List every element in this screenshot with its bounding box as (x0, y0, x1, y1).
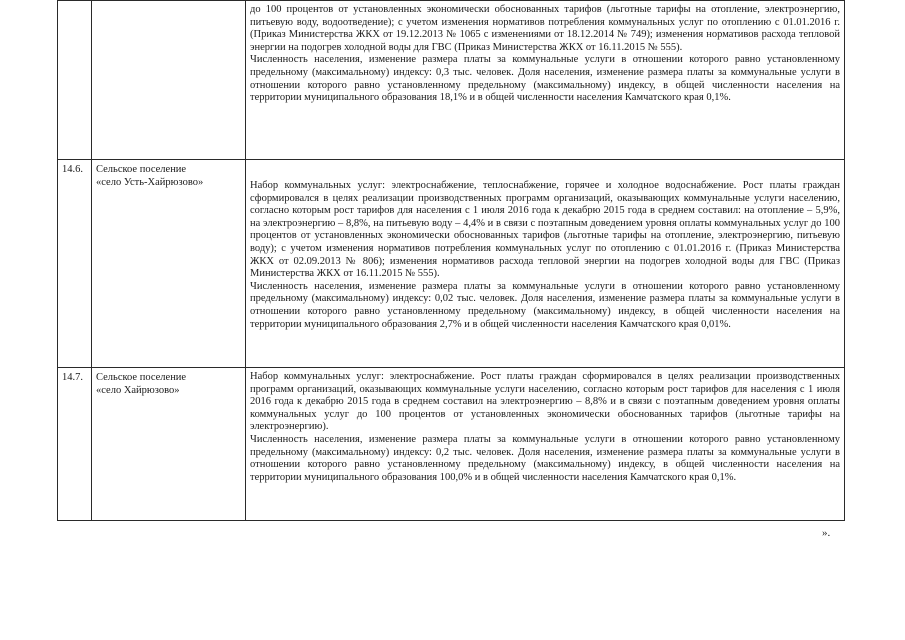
row-number: 14.7. (58, 368, 92, 521)
settlement-name (92, 1, 246, 160)
row-number (58, 1, 92, 160)
settlement-name: Сельское поселение «село Хайрюзово» (92, 368, 246, 521)
paragraph: Численность населения, изменение размера платы за коммунальные услуги в отношении которого равно установленному предельному (максимальному) индексу: 0,02 тыс. человек. Доля населения, изменение размера платы за коммунальные услуги в отношении которого равно установленному предельному (максимальному) индексу, в общей численности населения на территории муниципального образования 2,7% и в общей численности населения Камчатского края 0,01%. (250, 280, 840, 330)
paragraph: Набор коммунальных услуг: электроснабжение, теплоснабжение, горячее и холодное водоснабжение. Рост платы граждан сформировался в целях реализации производственных программ организаций, оказывающих коммунальные услуги населению, согласно которым рост тарифов для населения с 1 июля 2016 года к декабрю 2015 года в среднем составил: на отопление – 5,9%, на электроэнергию – 8,8%, на питьевую воду – 4,4% и в связи с поэтапным доведением уровня оплаты коммунальных услуг до 100 процентов от установленных экономически обоснованных тарифов (льготные тарифы на отопление, электроэнергию, питьевую воду); с учетом изменения нормативов потребления коммунальных услуг по отоплению с 01.01.2016 г. (Приказ Министерства ЖКХ от 02.09.2013 № 806); изменения нормативов расхода тепловой энергии на подогрев холодной воды для ГВС (Приказ Министерства ЖКХ от 16.11.2015 № 555). (250, 180, 840, 280)
table-row (58, 368, 845, 521)
row-description (246, 160, 845, 368)
row-description (246, 1, 845, 160)
paragraph: до 100 процентов от установленных экономически обоснованных тарифов (льготные тарифы на отопление, электроэнергию, питьевую воду, водоотведение); с учетом изменения нормативов потребления коммунальных услуг по отоплению с 01.01.2016 г. (Приказ Министерства ЖКХ от 19.12.2013 № 1065 с изменениями от 18.12.2014 № 749); изменения нормативов расхода тепловой энергии на подогрев холодной воды для ГВС (Приказ Министерства ЖКХ от 16.11.2015 № 555). (250, 4, 840, 53)
row-description (246, 368, 845, 521)
table-row (58, 1, 845, 160)
document-table (57, 0, 845, 521)
row-number: 14.6. (58, 160, 92, 368)
paragraph: Набор коммунальных услуг: электроснабжение. Рост платы граждан сформировался в целях реализации производственных программ организаций, оказывающих коммунальные услуги населению, согласно которым рост тарифов для населения с 1 июля 2016 года к декабрю 2015 года в среднем составил на электроэнергию – 8,8% и в связи с поэтапным доведением уровня оплаты коммунальных услуг до 100 процентов от установленных экономически обоснованных тарифов (льготные тарифы на электроэнергию). (250, 371, 840, 433)
closing-quote-mark: ». (822, 527, 831, 539)
table-row (58, 160, 845, 368)
paragraph: Численность населения, изменение размера платы за коммунальные услуги в отношении которого равно установленному предельному (максимальному) индексу: 0,3 тыс. человек. Доля населения, изменение размера платы за коммунальные услуги в отношении которого равно установленному предельному (максимальному) индексу, в общей численности населения на территории муниципального образования 18,1% и в общей численности населения Камчатского края 0,1%. (250, 54, 840, 104)
settlement-name: Сельское поселение «село Усть-Хайрюзово» (92, 160, 246, 368)
paragraph: Численность населения, изменение размера платы за коммунальные услуги в отношении которого равно установленному предельному (максимальному) индексу: 0,2 тыс. человек. Доля населения, изменение размера платы за коммунальные услуги в отношении которого равно установленному предельному (максимальному) индексу, в общей численности населения на территории муниципального образования 100,0% и в общей численности населения Камчатского края 0,1%. (250, 433, 840, 483)
